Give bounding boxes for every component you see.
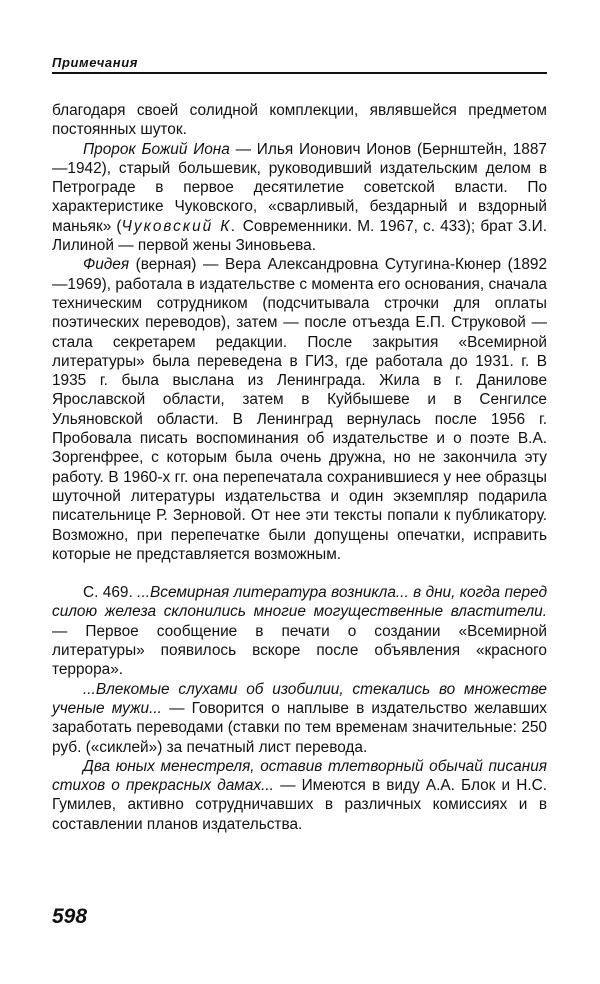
note-paragraph: [52, 680, 547, 757]
note-quote: ...Влекомые слухами об изобилии, стекались во множестве ученые мужи...: [52, 680, 547, 717]
page-number: 598: [52, 905, 88, 928]
note-paragraph: [52, 140, 547, 256]
note-term: Пророк Божий Иона: [83, 140, 230, 158]
note-quote: ...Всемирная литература возникла... в дни, когда перед силою железа склонились многие могущественные властители.: [52, 584, 547, 621]
notes-body: [52, 101, 547, 834]
note-text: (верная) — Вера Александровна Сутугина-Кюнер (1892—1969), работала в издательстве с момента его основания, сначала техническим сотрудником (подсчитывала строчки для оплаты поэтических переводов), затем — после отъезда Е.П. Струковой — стала секретарем редакции. После закрытия «Всемирной литературы» была переведена в ГИЗ, где работала до 1931. г. В 1935 г. была выслана из Ленинграда. Жила в г. Данилове Ярославской области, затем в Куйбышеве и в Сенгилсе Ульяновской области. В Ленинград вернулась после 1956 г. Пробовала писать воспоминания об издательстве и о поэте В.А. Зоргенфрее, с которым была очень дружна, но не закончила эту работу. В 1960-х гг. она перепечатала сохранившиеся у нее образцы шуточной литературы издательства и один экземпляр подарила писательнице Р. Зерновой. От нее эти тексты попали к публикатору. Возможно, при перепечатке были допущены опечатки, исправить которые не представляется возможным.: [52, 256, 547, 563]
note-paragraph: [52, 757, 547, 834]
note-paragraph: [52, 583, 547, 679]
note-text: — Первое сообщение в печати о создании «Всемирной литературы» появилось вскоре после объявления «красного террора».: [52, 622, 547, 679]
note-author: Чуковский К.: [121, 217, 238, 235]
note-term: Фидея: [83, 256, 130, 274]
note-text: — Имеются в виду А.А. Блок и Н.С. Гумилев, активно сотрудничавших в различных комиссиях и в составлении планов издательства.: [52, 777, 547, 833]
note-text: благодаря своей солидной комплекции, являвшейся предметом постоянных шуток.: [52, 102, 547, 139]
note-text: — Говорится о наплыве в издательство желавших заработать переводами (ставки по тем временам значительные: 250 руб. («сиклей») за печатный лист перевода.: [52, 699, 548, 756]
note-quote: Два юных менестреля, оставив тлетворный обычай писания стихов о прекрасных дамах...: [52, 757, 547, 795]
header-rule: [52, 72, 547, 74]
page-reference: С. 469.: [83, 584, 138, 602]
note-paragraph: [52, 101, 547, 140]
running-header-title: Примечания: [52, 55, 139, 70]
running-header: [52, 54, 547, 72]
note-text: — Илья Ионович Ионов (Бернштейн, 1887—1942), старый большевик, руководивший издательским делом в Петрограде в первое десятилетие советской власти. По характеристике Чуковского, «сварливый, бездарный и вздорный маньяк» (: [52, 140, 547, 235]
note-text: Современники. М. 1967, с. 433); брат З.И. Лилиной — первой жены Зиновьева.: [52, 217, 547, 255]
section-spacer: [52, 564, 547, 583]
note-paragraph: [52, 255, 547, 564]
